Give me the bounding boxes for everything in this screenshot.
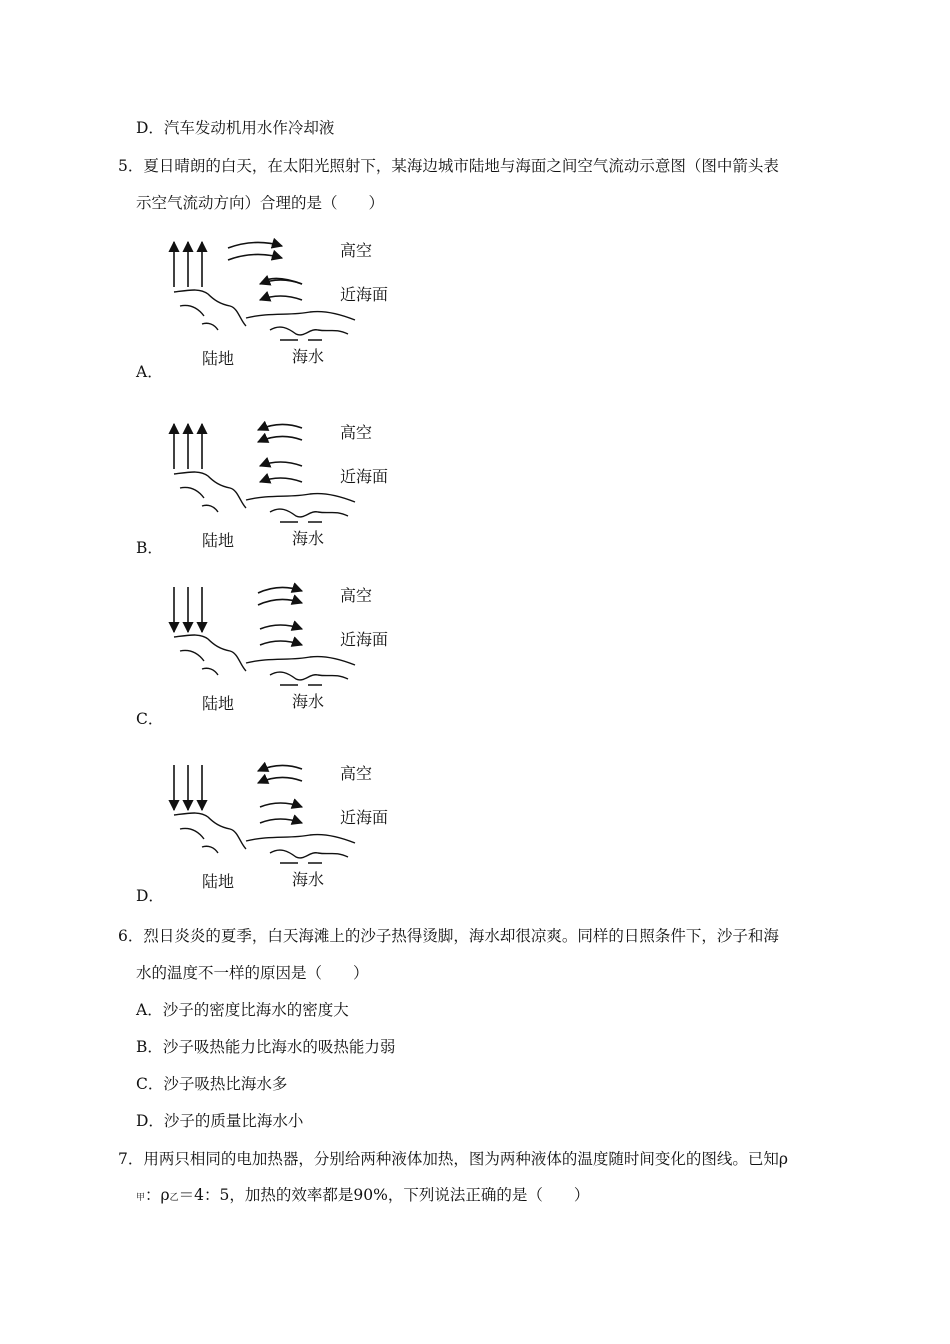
airflow-diagram-a: [160, 232, 400, 372]
q7-stem-line2: [136, 1185, 589, 1208]
label-land: 陆地: [202, 872, 235, 891]
label-near: 近海面: [340, 285, 389, 304]
label-sea: 海水: [292, 529, 325, 548]
near-arrows-left: [260, 462, 302, 482]
label-high: 高空: [340, 423, 373, 442]
land-arrows-down: [174, 587, 202, 632]
q5-diagram-d: [160, 755, 400, 895]
label-sea: 海水: [292, 870, 325, 889]
label-land: 陆地: [202, 694, 235, 713]
terrain: [174, 290, 355, 340]
label-near: 近海面: [340, 630, 389, 649]
high-arrows-left: [258, 424, 302, 442]
airflow-diagram-d: [160, 755, 400, 895]
label-high: 高空: [340, 241, 373, 260]
label-high: 高空: [340, 764, 373, 783]
q6-stem-line1: 6．烈日炎炎的夏季，白天海滩上的沙子热得烫脚，海水却很凉爽。同样的日照条件下，沙子和海: [118, 927, 779, 945]
q6-option-b: B．沙子吸热能力比海水的吸热能力弱: [136, 1038, 396, 1056]
q6-option-c: C．沙子吸热比海水多: [136, 1075, 288, 1093]
label-sea: 海水: [292, 692, 325, 711]
q5-option-b-letter: B．: [136, 539, 163, 557]
land-arrows-up: [174, 242, 202, 287]
q5-stem-line1: 5．夏日晴朗的白天，在太阳光照射下，某海边城市陆地与海面之间空气流动示意图（图中箭头表: [118, 157, 779, 175]
rho-ratio: ：ρ: [145, 1186, 170, 1204]
subscript-jia: 甲: [136, 1193, 146, 1203]
land-arrows-down: [174, 765, 202, 810]
label-near: 近海面: [340, 467, 389, 486]
label-land: 陆地: [202, 349, 235, 368]
q6-option-a: A．沙子的密度比海水的密度大: [136, 1001, 349, 1019]
terrain: [174, 472, 355, 522]
q5-diagram-a: [160, 232, 400, 372]
q5-diagram-b: [160, 414, 400, 554]
q5-stem-line2: 示空气流动方向）合理的是（ ）: [136, 194, 385, 212]
high-arrows-right: [228, 242, 282, 260]
label-near: 近海面: [340, 808, 389, 827]
q5-option-d-letter: D．: [136, 887, 164, 905]
q5-option-a-letter: A．: [136, 363, 163, 381]
q5-diagram-c: [160, 577, 400, 717]
near-arrows-right: [260, 625, 302, 645]
q7-stem-line1: 7．用两只相同的电加热器，分别给两种液体加热，图为两种液体的温度随时间变化的图线。已知ρ: [118, 1150, 788, 1168]
airflow-diagram-b: [160, 414, 400, 554]
q4-option-d: D．汽车发动机用水作冷却液: [136, 119, 335, 137]
label-sea: 海水: [292, 347, 325, 366]
label-high: 高空: [340, 586, 373, 605]
land-arrows-up: [174, 424, 202, 469]
subscript-yi: 乙: [169, 1193, 179, 1203]
high-arrows-left: [258, 765, 302, 783]
q6-stem-line2: 水的温度不一样的原因是（ ）: [136, 964, 369, 982]
high-arrows-right: [258, 587, 302, 605]
terrain: [174, 635, 355, 685]
label-land: 陆地: [202, 531, 235, 550]
airflow-diagram-c: [160, 577, 400, 717]
near-arrows-right: [260, 803, 302, 823]
q6-option-d: D．沙子的质量比海水小: [136, 1112, 304, 1130]
q5-option-c-letter: C．: [136, 710, 164, 728]
terrain: [174, 813, 355, 863]
q7-stem-rest: ＝4：5，加热的效率都是90%，下列说法正确的是（ ）: [178, 1186, 590, 1204]
near-arrows-left: [260, 278, 302, 300]
